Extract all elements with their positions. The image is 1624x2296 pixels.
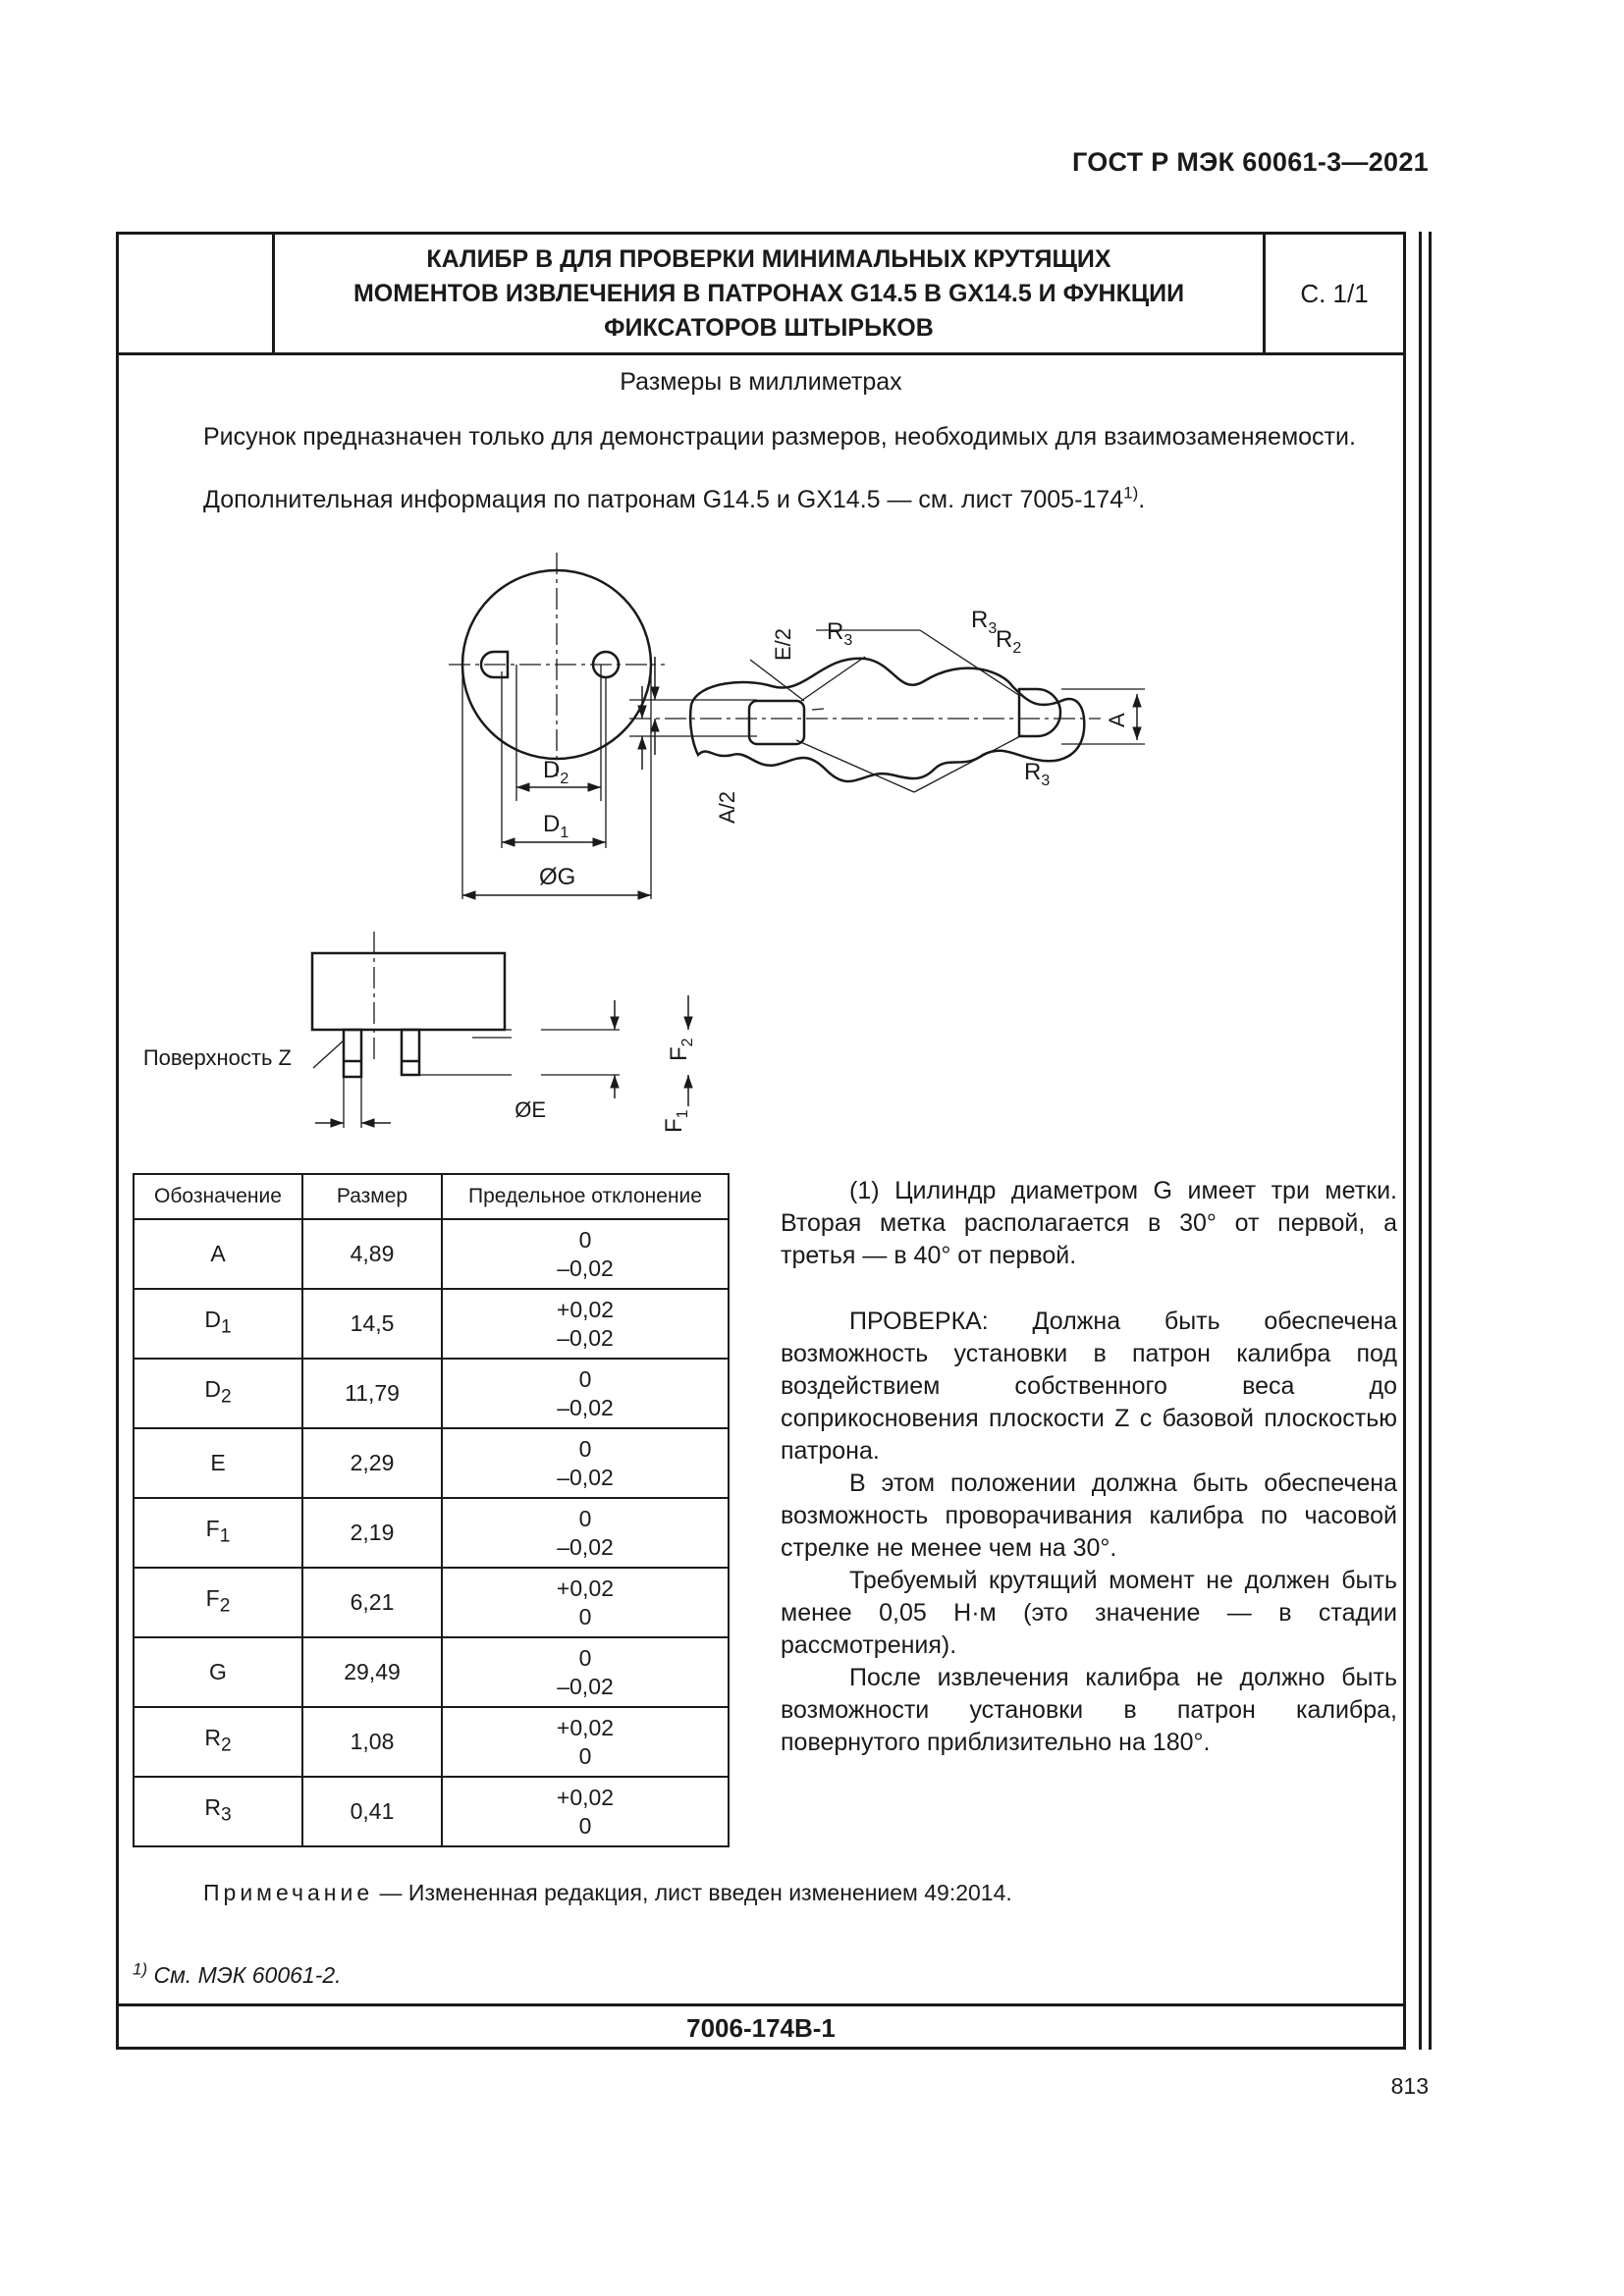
footnote bbox=[133, 1959, 342, 1989]
label-d2: $D_2$ bbox=[543, 757, 569, 787]
table-row bbox=[134, 1568, 729, 1637]
cell-size: 11,79 bbox=[302, 1359, 442, 1428]
label-e: ØE bbox=[514, 1097, 546, 1122]
frame-rule-1 bbox=[1419, 232, 1422, 2050]
col-tolerance: Предельное отклонение bbox=[442, 1174, 729, 1219]
sheet-page: С. 1/1 bbox=[1300, 278, 1369, 308]
footnote-text: См. МЭК 60061-2. bbox=[147, 1962, 342, 1988]
cell-tolerance: +0,02 0 bbox=[442, 1568, 729, 1637]
note-3: В этом положении должна быть обеспечена возможность проворачивания калибра по часовой стрелке не менее чем на 30°. bbox=[781, 1469, 1397, 1562]
cell-designation: $F_1$ bbox=[134, 1498, 302, 1568]
cell-tolerance: 0 –0,02 bbox=[442, 1637, 729, 1707]
table-header-row bbox=[134, 1174, 729, 1219]
cell-designation: $D_1$ bbox=[134, 1289, 302, 1359]
cell-designation: $D_2$ bbox=[134, 1359, 302, 1428]
cell-size: 0,41 bbox=[302, 1777, 442, 1846]
label-a: A bbox=[1105, 713, 1129, 727]
table-row bbox=[134, 1498, 729, 1568]
note-text: — Измененная редакция, лист введен изменением 49:2014. bbox=[373, 1880, 1012, 1905]
footnote-ref: 1) bbox=[1123, 483, 1139, 503]
gauge-side-body bbox=[312, 953, 505, 1030]
cell-size: 2,29 bbox=[302, 1428, 442, 1498]
title-line-3: ФИКСАТОРОВ ШТЫРЬКОВ bbox=[604, 313, 934, 342]
label-r3-left: $R_3$ bbox=[827, 618, 853, 649]
table-row bbox=[134, 1428, 729, 1498]
cell-designation: G bbox=[134, 1637, 302, 1707]
label-a-half: A/2 bbox=[715, 790, 739, 824]
label-g: ØG bbox=[539, 864, 576, 890]
pin-left bbox=[344, 1030, 361, 1077]
technical-drawing bbox=[119, 235, 1403, 1167]
label-e-half: E/2 bbox=[771, 627, 795, 661]
cell-size: 2,19 bbox=[302, 1498, 442, 1568]
page-number: 813 bbox=[1390, 2073, 1429, 2099]
cell-tolerance: +0,02 0 bbox=[442, 1707, 729, 1777]
pin-right bbox=[402, 1030, 419, 1075]
note-label: Примечание bbox=[203, 1880, 374, 1905]
label-r3-top: $R_3$ bbox=[971, 607, 998, 637]
intro-p2-text: Дополнительная информация по патронам G14.5 и GX14.5 — см. лист 7005-174 bbox=[203, 486, 1124, 513]
label-d1: $D_1$ bbox=[543, 811, 569, 841]
note-2: ПРОВЕРКА: Должна быть обеспечена возможность установки в патрон калибра под воздействием собственного веса до соприкосновения плоскости Z с базовой плоскостью патрона. bbox=[781, 1308, 1397, 1465]
cell-designation: $R_3$ bbox=[134, 1777, 302, 1846]
cell-designation: A bbox=[134, 1219, 302, 1289]
sheet-frame bbox=[116, 232, 1406, 2050]
dimensions-table bbox=[133, 1173, 730, 1847]
cell-size: 1,08 bbox=[302, 1707, 442, 1777]
footnote-mark: 1) bbox=[133, 1959, 148, 1979]
frame-rule-2 bbox=[1429, 232, 1432, 2050]
cell-tolerance: 0 –0,02 bbox=[442, 1428, 729, 1498]
label-f1: $F_1$ bbox=[661, 1109, 691, 1133]
label-r3-bottom: $R_3$ bbox=[1024, 759, 1051, 789]
note-4: Требуемый крутящий момент не должен быть менее 0,05 Н·м (это значение — в стадии рассмотрения). bbox=[781, 1567, 1397, 1659]
note-1: (1) Цилиндр диаметром G имеет три метки. Вторая метка располагается в 30° от первой, а третья — в 40° от первой. bbox=[781, 1177, 1397, 1269]
title-line-1: КАЛИБР В ДЛЯ ПРОВЕРКИ МИНИМАЛЬНЫХ КРУТЯЩИХ bbox=[426, 244, 1111, 273]
col-designation: Обозначение bbox=[134, 1174, 302, 1219]
cell-tolerance: 0 –0,02 bbox=[442, 1219, 729, 1289]
slot-pin-left bbox=[749, 701, 804, 744]
label-surface-z: Поверхность Z bbox=[142, 1045, 292, 1070]
notes-column bbox=[781, 1175, 1397, 1759]
intro-p2-end: . bbox=[1138, 486, 1146, 513]
table-row bbox=[134, 1637, 729, 1707]
cell-size: 14,5 bbox=[302, 1289, 442, 1359]
table-row bbox=[134, 1219, 729, 1289]
cell-tolerance: 0 –0,02 bbox=[442, 1359, 729, 1428]
cell-size: 4,89 bbox=[302, 1219, 442, 1289]
slot-pin-right bbox=[1019, 689, 1060, 736]
label-r2: $R_2$ bbox=[996, 626, 1022, 657]
table-row bbox=[134, 1707, 729, 1777]
table-row bbox=[134, 1359, 729, 1428]
title-line-2: МОМЕНТОВ ИЗВЛЕЧЕНИЯ В ПАТРОНАХ G14.5 B GX14.5 И ФУНКЦИИ bbox=[352, 279, 1185, 307]
standard-number: ГОСТ Р МЭК 60061-3—2021 bbox=[1071, 147, 1429, 177]
cell-tolerance: +0,02 –0,02 bbox=[442, 1289, 729, 1359]
cell-size: 6,21 bbox=[302, 1568, 442, 1637]
cell-tolerance: +0,02 0 bbox=[442, 1777, 729, 1846]
intro-paragraph-1: Рисунок предназначен только для демонстрации размеров, необходимых для взаимозаменяемости. bbox=[203, 423, 1356, 451]
cell-tolerance: 0 –0,02 bbox=[442, 1498, 729, 1568]
sheet-code: 7006-174B-1 bbox=[119, 2003, 1403, 2050]
table-row bbox=[134, 1777, 729, 1846]
cell-designation: $R_2$ bbox=[134, 1707, 302, 1777]
units-caption: Размеры в миллиметрах bbox=[620, 368, 902, 396]
col-size: Размер bbox=[302, 1174, 442, 1219]
cell-designation: $F_2$ bbox=[134, 1568, 302, 1637]
cell-designation: E bbox=[134, 1428, 302, 1498]
label-f2: $F_2$ bbox=[666, 1038, 696, 1061]
table-row bbox=[134, 1289, 729, 1359]
revision-note bbox=[203, 1880, 1012, 1906]
note-5: После извлечения калибра не должно быть возможности установки в патрон калибра, повернутого приблизительно на 180°. bbox=[781, 1664, 1397, 1756]
cell-size: 29,49 bbox=[302, 1637, 442, 1707]
